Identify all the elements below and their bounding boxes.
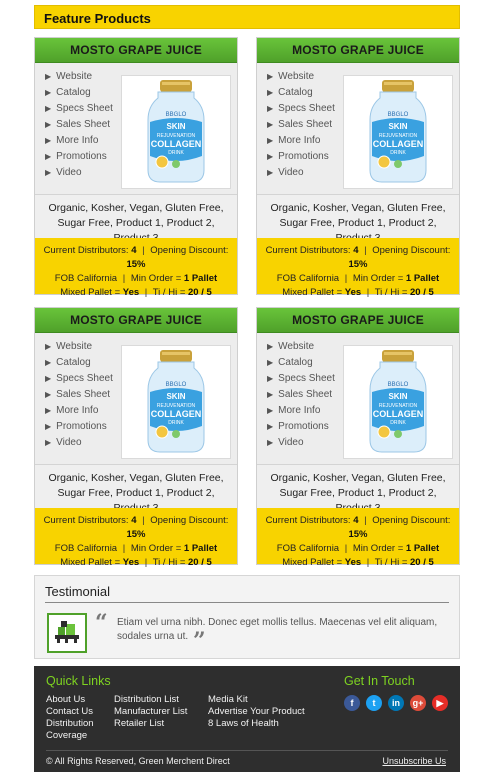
tihi-label: Ti / Hi = bbox=[374, 557, 408, 568]
distributors-label: Current Distributors: bbox=[265, 515, 351, 526]
separator: | bbox=[142, 245, 145, 256]
product-link[interactable] bbox=[267, 149, 335, 165]
mixed-pallet-value: Yes bbox=[122, 287, 140, 298]
bottle-brand-text: BBGLO bbox=[165, 382, 187, 388]
arrow-right-icon: ▶ bbox=[267, 168, 274, 177]
product-body bbox=[257, 63, 459, 195]
product-link[interactable] bbox=[45, 69, 113, 85]
separator: | bbox=[122, 543, 126, 554]
arrow-right-icon: ▶ bbox=[267, 390, 274, 399]
product-link-label: Website bbox=[278, 71, 315, 82]
product-link[interactable] bbox=[45, 387, 113, 403]
arrow-right-icon: ▶ bbox=[45, 152, 52, 161]
arrow-right-icon: ▶ bbox=[267, 374, 274, 383]
arrow-right-icon: ▶ bbox=[267, 358, 274, 367]
collagen-bottle-image bbox=[344, 346, 452, 458]
facebook-icon[interactable]: f bbox=[344, 695, 360, 711]
product-image[interactable] bbox=[343, 75, 453, 189]
product-info bbox=[35, 238, 237, 298]
product-link-label: More Info bbox=[278, 405, 321, 416]
tihi-value: 20 / 5 bbox=[188, 557, 212, 568]
mixed-pallet-label: Mixed Pallet = bbox=[60, 557, 121, 568]
discount-value: 15% bbox=[126, 259, 146, 270]
product-link[interactable] bbox=[45, 85, 113, 101]
separator: | bbox=[366, 287, 370, 298]
product-link[interactable] bbox=[267, 355, 335, 371]
discount-label: Opening Discount: bbox=[372, 515, 451, 526]
product-link[interactable] bbox=[45, 371, 113, 387]
footer-link-distribution[interactable]: Distribution bbox=[46, 718, 94, 729]
separator: | bbox=[144, 557, 148, 568]
arrow-right-icon: ▶ bbox=[45, 104, 52, 113]
testimonial-section bbox=[34, 575, 460, 659]
product-link[interactable] bbox=[267, 85, 335, 101]
mixed-pallet-value: Yes bbox=[344, 287, 362, 298]
arrow-right-icon: ▶ bbox=[267, 88, 274, 97]
separator: | bbox=[344, 543, 348, 554]
distributors-label: Current Distributors: bbox=[43, 245, 129, 256]
product-card bbox=[256, 37, 460, 298]
arrow-right-icon: ▶ bbox=[267, 342, 274, 351]
testimonial-avatar bbox=[47, 613, 87, 653]
arrow-right-icon: ▶ bbox=[45, 358, 52, 367]
product-title[interactable]: MOSTO GRAPE JUICE bbox=[35, 38, 237, 63]
discount-label: Opening Discount: bbox=[372, 245, 451, 256]
min-order-value: 1 Pallet bbox=[183, 273, 218, 284]
fob-label: FOB California bbox=[276, 273, 340, 284]
product-title[interactable]: MOSTO GRAPE JUICE bbox=[257, 308, 459, 333]
mixed-pallet-label: Mixed Pallet = bbox=[282, 287, 343, 298]
quote-open-icon: “ bbox=[95, 610, 108, 636]
product-link[interactable] bbox=[45, 403, 113, 419]
product-link-label: Video bbox=[56, 437, 82, 448]
product-link[interactable] bbox=[267, 419, 335, 435]
product-link-label: Promotions bbox=[56, 151, 107, 162]
min-order-label: Min Order = bbox=[352, 273, 404, 284]
footer-link-retailer-list[interactable]: Retailer List bbox=[114, 718, 165, 729]
mixed-pallet-label: Mixed Pallet = bbox=[60, 287, 121, 298]
footer-link-advertise-your-product[interactable]: Advertise Your Product bbox=[208, 706, 305, 717]
arrow-right-icon: ▶ bbox=[267, 152, 274, 161]
discount-label: Opening Discount: bbox=[150, 245, 229, 256]
min-order-label: Min Order = bbox=[352, 543, 404, 554]
google-plus-icon[interactable]: g+ bbox=[410, 695, 426, 711]
product-link[interactable] bbox=[45, 133, 113, 149]
separator: | bbox=[366, 557, 370, 568]
featured-products-header bbox=[34, 5, 460, 29]
product-link-label: Specs Sheet bbox=[56, 103, 113, 114]
product-link[interactable] bbox=[45, 101, 113, 117]
arrow-right-icon: ▶ bbox=[45, 342, 52, 351]
product-link[interactable] bbox=[45, 339, 113, 355]
footer-link-coverage[interactable]: Coverage bbox=[46, 730, 88, 741]
product-link[interactable] bbox=[267, 435, 335, 451]
product-links bbox=[267, 339, 335, 451]
arrow-right-icon: ▶ bbox=[45, 88, 52, 97]
pallet-logo-icon bbox=[49, 615, 85, 651]
product-links bbox=[45, 69, 113, 181]
discount-value: 15% bbox=[348, 529, 368, 540]
footer-link-media-kit[interactable]: Media Kit bbox=[208, 694, 248, 705]
product-link[interactable] bbox=[45, 435, 113, 451]
product-link-label: Specs Sheet bbox=[278, 103, 335, 114]
linkedin-icon[interactable]: in bbox=[388, 695, 404, 711]
product-card bbox=[34, 37, 238, 298]
separator: | bbox=[142, 515, 145, 526]
product-body bbox=[35, 63, 237, 195]
arrow-right-icon: ▶ bbox=[267, 438, 274, 447]
product-links bbox=[45, 339, 113, 451]
product-link[interactable] bbox=[267, 69, 335, 85]
product-info bbox=[257, 508, 459, 568]
product-link-label: Promotions bbox=[278, 421, 329, 432]
discount-label: Opening Discount: bbox=[150, 515, 229, 526]
quote-close-icon: ” bbox=[193, 628, 206, 654]
arrow-right-icon: ▶ bbox=[45, 438, 52, 447]
mixed-pallet-value: Yes bbox=[344, 557, 362, 568]
featured-products-title: Feature Products bbox=[44, 11, 151, 26]
product-link-label: Catalog bbox=[278, 87, 313, 98]
product-card bbox=[34, 307, 238, 568]
separator: | bbox=[364, 245, 367, 256]
product-link[interactable] bbox=[267, 101, 335, 117]
product-image[interactable] bbox=[121, 345, 231, 459]
bottle-label-line: REJUVENATION bbox=[378, 133, 418, 139]
product-link-label: Sales Sheet bbox=[278, 389, 333, 400]
arrow-right-icon: ▶ bbox=[267, 406, 274, 415]
arrow-right-icon: ▶ bbox=[45, 72, 52, 81]
mixed-pallet-label: Mixed Pallet = bbox=[282, 557, 343, 568]
separator: | bbox=[344, 273, 348, 284]
footer-link-contact-us[interactable]: Contact Us bbox=[46, 706, 93, 717]
tihi-value: 20 / 5 bbox=[188, 287, 212, 298]
bottle-label-line: COLLAGEN bbox=[372, 139, 424, 149]
product-image[interactable] bbox=[121, 75, 231, 189]
arrow-right-icon: ▶ bbox=[45, 374, 52, 383]
footer-link-manufacturer-list[interactable]: Manufacturer List bbox=[114, 706, 188, 717]
bottle-label-line: REJUVENATION bbox=[378, 403, 418, 409]
min-order-label: Min Order = bbox=[130, 543, 182, 554]
product-link-label: Sales Sheet bbox=[278, 119, 333, 130]
bottle-label-line: REJUVENATION bbox=[156, 403, 196, 409]
product-info bbox=[35, 508, 237, 568]
product-link-label: More Info bbox=[56, 405, 99, 416]
product-link[interactable] bbox=[45, 355, 113, 371]
arrow-right-icon: ▶ bbox=[267, 136, 274, 145]
get-in-touch-title: Get In Touch bbox=[344, 674, 415, 688]
arrow-right-icon: ▶ bbox=[45, 390, 52, 399]
bottle-label-line: DRINK bbox=[390, 420, 406, 426]
product-link-label: Catalog bbox=[278, 357, 313, 368]
tihi-value: 20 / 5 bbox=[410, 557, 434, 568]
bottle-label-line: SKIN bbox=[388, 122, 408, 131]
separator: | bbox=[144, 287, 148, 298]
product-link[interactable] bbox=[45, 165, 113, 181]
bottle-label-line: COLLAGEN bbox=[150, 139, 202, 149]
product-link[interactable] bbox=[267, 387, 335, 403]
min-order-value: 1 Pallet bbox=[183, 543, 218, 554]
arrow-right-icon: ▶ bbox=[267, 120, 274, 129]
product-description: Organic, Kosher, Vegan, Gluten Free, Sugar Free, Product 1, Product 2, bbox=[35, 465, 237, 509]
distributors-label: Current Distributors: bbox=[43, 515, 129, 526]
product-title[interactable]: MOSTO GRAPE JUICE bbox=[35, 308, 237, 333]
collagen-bottle-image bbox=[122, 76, 230, 188]
product-link-label: Specs Sheet bbox=[278, 373, 335, 384]
product-link-label: More Info bbox=[278, 135, 321, 146]
product-link[interactable] bbox=[267, 133, 335, 149]
footer bbox=[34, 666, 460, 772]
footer-divider bbox=[46, 750, 448, 751]
distributors-value: 4 bbox=[353, 245, 359, 256]
tihi-label: Ti / Hi = bbox=[152, 557, 186, 568]
copyright-text: © All Rights Reserved, Green Merchent Direct bbox=[46, 756, 230, 766]
min-order-value: 1 Pallet bbox=[405, 543, 440, 554]
discount-value: 15% bbox=[348, 259, 368, 270]
product-link[interactable] bbox=[267, 117, 335, 133]
arrow-right-icon: ▶ bbox=[267, 104, 274, 113]
bottle-label-line: DRINK bbox=[390, 150, 406, 156]
bottle-label-line: REJUVENATION bbox=[156, 133, 196, 139]
bottle-label-line: SKIN bbox=[388, 392, 408, 401]
min-order-value: 1 Pallet bbox=[405, 273, 440, 284]
product-link[interactable] bbox=[45, 117, 113, 133]
product-link[interactable] bbox=[267, 339, 335, 355]
bottle-brand-text: BBGLO bbox=[387, 382, 409, 388]
tihi-label: Ti / Hi = bbox=[374, 287, 408, 298]
tihi-value: 20 / 5 bbox=[410, 287, 434, 298]
product-link-label: Video bbox=[56, 167, 82, 178]
product-link-label: Specs Sheet bbox=[56, 373, 113, 384]
arrow-right-icon: ▶ bbox=[45, 168, 52, 177]
product-link-label: Website bbox=[56, 71, 93, 82]
product-link-label: Sales Sheet bbox=[56, 389, 111, 400]
distributors-value: 4 bbox=[353, 515, 359, 526]
product-link[interactable] bbox=[267, 403, 335, 419]
product-description: Organic, Kosher, Vegan, Gluten Free, Sugar Free, Product 1, Product 2, bbox=[35, 195, 237, 239]
tihi-label: Ti / Hi = bbox=[152, 287, 186, 298]
footer-link-8-laws-of-health[interactable]: 8 Laws of Health bbox=[208, 718, 279, 729]
bottle-brand-text: BBGLO bbox=[387, 112, 409, 118]
fob-label: FOB California bbox=[54, 543, 118, 554]
product-link-label: Promotions bbox=[56, 421, 107, 432]
product-description: Organic, Kosher, Vegan, Gluten Free, Sugar Free, Product 1, Product 2, bbox=[257, 195, 459, 239]
fob-label: FOB California bbox=[276, 543, 340, 554]
youtube-icon[interactable]: ▶ bbox=[432, 695, 448, 711]
twitter-icon[interactable]: t bbox=[366, 695, 382, 711]
arrow-right-icon: ▶ bbox=[267, 72, 274, 81]
product-description: Organic, Kosher, Vegan, Gluten Free, Sugar Free, Product 1, Product 2, bbox=[257, 465, 459, 509]
min-order-label: Min Order = bbox=[130, 273, 182, 284]
testimonial-title: Testimonial bbox=[45, 584, 111, 599]
product-link[interactable] bbox=[267, 165, 335, 181]
product-image[interactable] bbox=[343, 345, 453, 459]
testimonial-text: Etiam vel urna nibh. Donec eget mollis tellus. Maecenas vel elit aliquam, sodales urna ut. bbox=[117, 617, 438, 642]
product-card bbox=[256, 307, 460, 568]
collagen-bottle-image bbox=[344, 76, 452, 188]
separator: | bbox=[364, 515, 367, 526]
bottle-label-line: DRINK bbox=[168, 150, 184, 156]
footer-link-distribution-list[interactable]: Distribution List bbox=[114, 694, 179, 705]
distributors-value: 4 bbox=[131, 515, 137, 526]
product-link-label: Website bbox=[278, 341, 315, 352]
product-link-label: Sales Sheet bbox=[56, 119, 111, 130]
product-body bbox=[257, 333, 459, 465]
product-body bbox=[35, 333, 237, 465]
product-title[interactable]: MOSTO GRAPE JUICE bbox=[257, 38, 459, 63]
arrow-right-icon: ▶ bbox=[267, 422, 274, 431]
footer-link-about-us[interactable]: About Us bbox=[46, 694, 86, 705]
product-info bbox=[257, 238, 459, 298]
unsubscribe-link[interactable]: Unsubscribe Us bbox=[382, 756, 446, 766]
arrow-right-icon: ▶ bbox=[45, 406, 52, 415]
product-links bbox=[267, 69, 335, 181]
product-link[interactable] bbox=[267, 371, 335, 387]
product-link[interactable] bbox=[45, 149, 113, 165]
product-link-label: More Info bbox=[56, 135, 99, 146]
product-link-label: Website bbox=[56, 341, 93, 352]
discount-value: 15% bbox=[126, 529, 146, 540]
product-link[interactable] bbox=[45, 419, 113, 435]
product-link-label: Video bbox=[278, 167, 304, 178]
product-link-label: Video bbox=[278, 437, 304, 448]
bottle-label-line: DRINK bbox=[168, 420, 184, 426]
mixed-pallet-value: Yes bbox=[122, 557, 140, 568]
product-link-label: Catalog bbox=[56, 357, 91, 368]
product-link-label: Promotions bbox=[278, 151, 329, 162]
separator: | bbox=[122, 273, 126, 284]
testimonial-divider bbox=[45, 602, 449, 603]
distributors-label: Current Distributors: bbox=[265, 245, 351, 256]
bottle-label-line: SKIN bbox=[166, 122, 186, 131]
fob-label: FOB California bbox=[54, 273, 118, 284]
bottle-label-line: SKIN bbox=[166, 392, 186, 401]
arrow-right-icon: ▶ bbox=[45, 120, 52, 129]
quick-links-title: Quick Links bbox=[46, 674, 111, 688]
bottle-label-line: COLLAGEN bbox=[150, 409, 202, 419]
bottle-label-line: COLLAGEN bbox=[372, 409, 424, 419]
bottle-brand-text: BBGLO bbox=[165, 112, 187, 118]
arrow-right-icon: ▶ bbox=[45, 422, 52, 431]
collagen-bottle-image bbox=[122, 346, 230, 458]
product-link-label: Catalog bbox=[56, 87, 91, 98]
arrow-right-icon: ▶ bbox=[45, 136, 52, 145]
distributors-value: 4 bbox=[131, 245, 137, 256]
